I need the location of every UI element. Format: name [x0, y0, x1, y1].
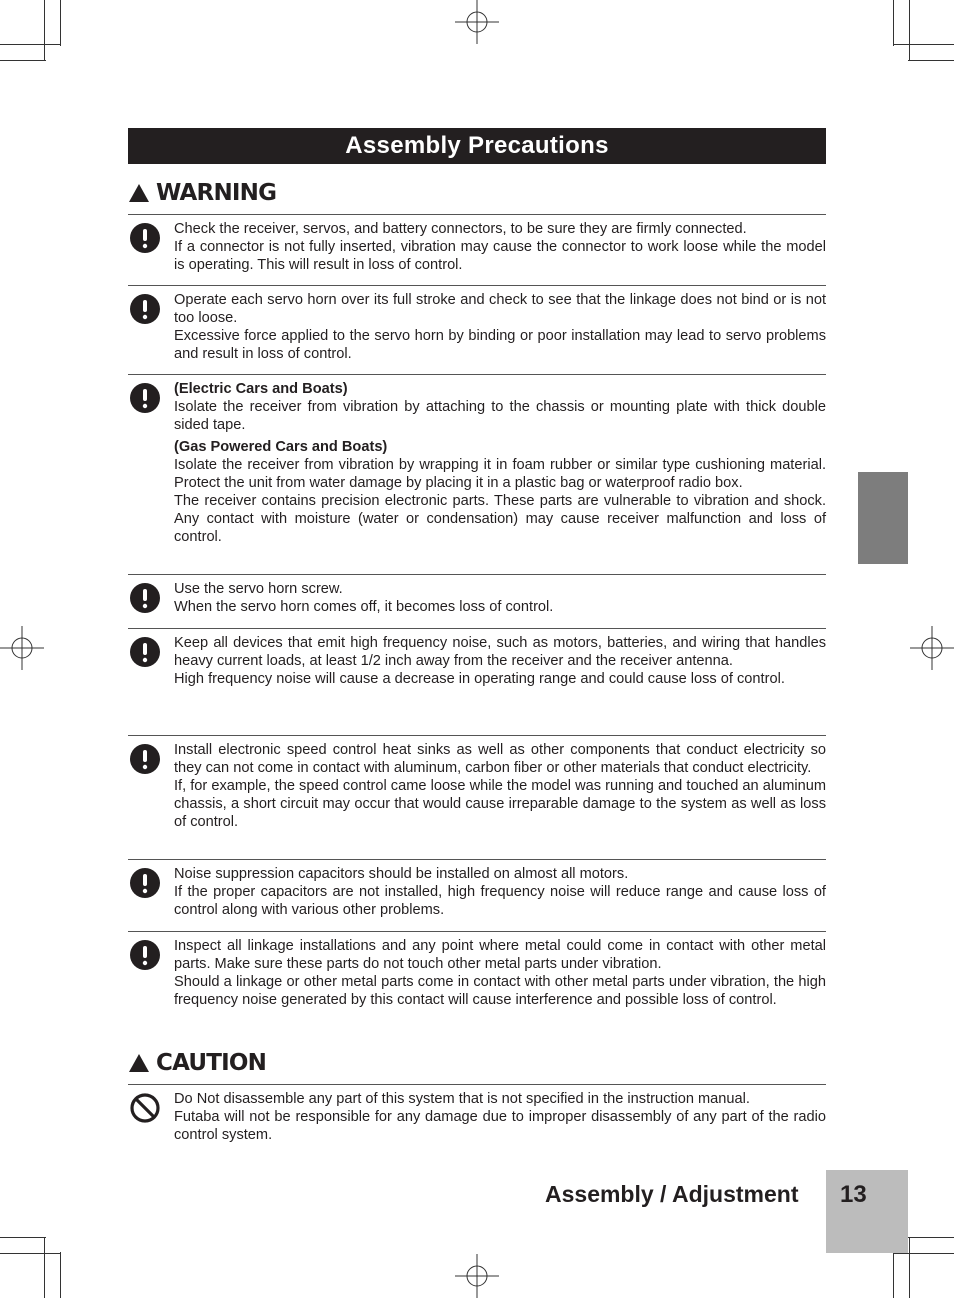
caution-heading-label: CAUTION — [156, 1050, 267, 1076]
item-text: Install electronic speed control heat sinks as well as other components that conduct electricity so they can not come in contact with aluminum, carbon fiber or other materials that conduct electricity. — [174, 742, 826, 776]
exclamation-circle-icon — [129, 222, 161, 254]
item-text: Inspect all linkage installations and any point where metal could come in contact with other metal parts. Make sure these parts do not touch other metal parts under vibration. — [174, 938, 826, 972]
item-text: Isolate the receiver from vibration by attaching to the chassis or mounting plate with thick double sided tape. — [174, 399, 826, 433]
warning-item — [128, 374, 826, 575]
warning-item — [128, 214, 826, 287]
item-subheading: (Gas Powered Cars and Boats) — [174, 439, 388, 455]
item-text: Excessive force applied to the servo horn by binding or poor installation may lead to servo problems and result in loss of control. — [174, 328, 826, 362]
registration-mark-icon — [455, 1254, 499, 1298]
exclamation-circle-icon — [129, 636, 161, 668]
warning-triangle-icon — [128, 1053, 150, 1073]
item-text: Isolate the receiver from vibration by wrapping it in foam rubber or similar type cushioning material. Protect the unit from water damage by placing it in a plastic bag or waterproof radio box. — [174, 457, 826, 491]
crop-mark — [44, 1238, 45, 1298]
crop-mark — [908, 1237, 954, 1238]
item-text: Should a linkage or other metal parts come in contact with other metal parts under vibration, the high frequency noise generated by this contact will cause interference and possible loss of control. — [174, 974, 826, 1008]
item-text: Futaba will not be responsible for any damage due to improper disassembly of any part of the radio control system. — [174, 1109, 826, 1143]
item-text: Use the servo horn screw. — [174, 581, 343, 597]
item-text: Noise suppression capacitors should be installed on almost all motors. — [174, 866, 629, 882]
crop-mark — [0, 44, 60, 45]
crop-mark — [909, 1238, 910, 1298]
prohibited-icon — [129, 1092, 161, 1124]
exclamation-circle-icon — [129, 743, 161, 775]
exclamation-circle-icon — [129, 867, 161, 899]
crop-mark — [44, 0, 45, 60]
registration-mark-icon — [0, 626, 44, 670]
crop-mark — [893, 0, 894, 46]
exclamation-circle-icon — [129, 582, 161, 614]
page-number: 13 — [840, 1181, 867, 1208]
exclamation-circle-icon — [129, 382, 161, 414]
caution-item — [128, 1084, 826, 1155]
item-text: High frequency noise will cause a decrease in operating range and could cause loss of control. — [174, 671, 785, 687]
item-text: If the proper capacitors are not installed, high frequency noise will reduce range and cause loss of control along with various other problems. — [174, 884, 826, 918]
warning-triangle-icon — [128, 183, 150, 203]
warning-item — [128, 735, 826, 860]
crop-mark — [894, 1253, 954, 1254]
warning-item — [128, 931, 826, 1032]
item-text: If a connector is not fully inserted, vibration may cause the connector to work loose while the model is operating. This will result in loss of control. — [174, 239, 826, 273]
crop-mark — [893, 1252, 894, 1298]
warning-item — [128, 285, 826, 375]
crop-mark — [894, 44, 954, 45]
warning-heading-label: WARNING — [156, 180, 277, 206]
crop-mark — [0, 1237, 46, 1238]
warning-item — [128, 574, 826, 629]
crop-mark — [0, 1253, 60, 1254]
exclamation-circle-icon — [129, 293, 161, 325]
registration-mark-icon — [455, 0, 499, 44]
crop-mark — [908, 60, 954, 61]
item-text: Keep all devices that emit high frequency noise, such as motors, batteries, and wiring that handles heavy current loads, at least 1/2 inch away from the receiver and the receiver antenna. — [174, 635, 826, 669]
warning-item — [128, 628, 826, 736]
item-text: When the servo horn comes off, it becomes loss of control. — [174, 599, 554, 615]
registration-mark-icon — [910, 626, 954, 670]
item-text: Check the receiver, servos, and battery connectors, to be sure they are firmly connected. — [174, 221, 747, 237]
section-thumb-tab — [858, 472, 908, 564]
crop-mark — [0, 60, 46, 61]
warning-heading — [128, 180, 276, 206]
footer-section-title: Assembly / Adjustment — [545, 1181, 799, 1207]
crop-mark — [60, 0, 61, 46]
item-text: Do Not disassemble any part of this system that is not specified in the instruction manual. — [174, 1091, 750, 1107]
warning-item — [128, 859, 826, 932]
item-subheading: (Electric Cars and Boats) — [174, 381, 348, 397]
page-title: Assembly Precautions — [128, 128, 826, 164]
item-text: The receiver contains precision electronic parts. These parts are vulnerable to vibration and shock. Any contact with moisture (water or condensation) may cause receiver malfunction and loss of control. — [174, 493, 826, 545]
caution-heading — [128, 1050, 266, 1076]
item-text: If, for example, the speed control came loose while the model was running and touched an aluminum chassis, a short circuit may occur that would cause irreparable damage to the system as well as loss of control. — [174, 778, 826, 830]
item-text: Operate each servo horn over its full stroke and check to see that the linkage does not bind or is not too loose. — [174, 292, 826, 326]
exclamation-circle-icon — [129, 939, 161, 971]
crop-mark — [60, 1252, 61, 1298]
page-number-tab — [826, 1170, 908, 1253]
crop-mark — [909, 0, 910, 60]
